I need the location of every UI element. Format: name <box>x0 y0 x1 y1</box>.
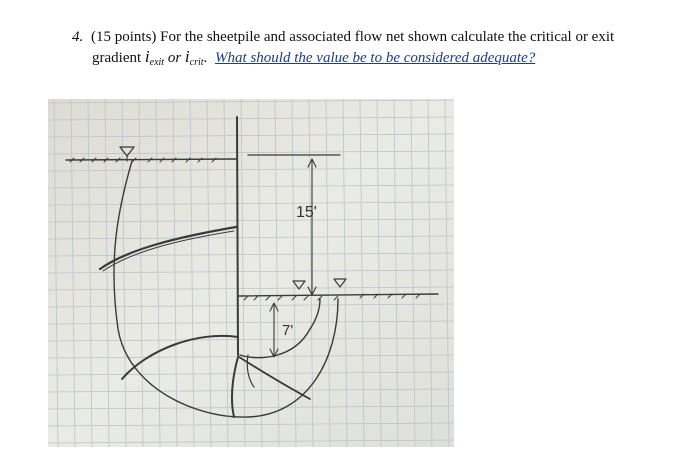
or-word: or <box>167 50 182 66</box>
question-number: 4. <box>72 29 84 45</box>
question-line-1 <box>72 28 672 47</box>
embedment-depth-label: 7' <box>282 322 294 339</box>
question-text: For the sheetpile and associated flow net shown calculate the critical or exit <box>160 29 615 45</box>
i-exit-symbol: i <box>144 47 150 66</box>
flow-net-sketch-photo <box>48 99 454 447</box>
i-crit-symbol: i <box>184 47 190 66</box>
period: . <box>203 50 208 66</box>
gradient-word: gradient <box>92 50 142 66</box>
question-line-2 <box>72 47 672 72</box>
upstream-height-label: 15' <box>296 204 317 221</box>
adequacy-question-link: What should the value be to be considered adequate? <box>215 50 536 66</box>
question-points: (15 points) <box>91 29 157 45</box>
sheet-pile <box>237 117 238 355</box>
exit-subscript: exit <box>149 57 165 68</box>
flow-net-sketch <box>48 99 454 447</box>
crit-subscript: crit <box>189 57 204 68</box>
question-block <box>72 28 672 72</box>
